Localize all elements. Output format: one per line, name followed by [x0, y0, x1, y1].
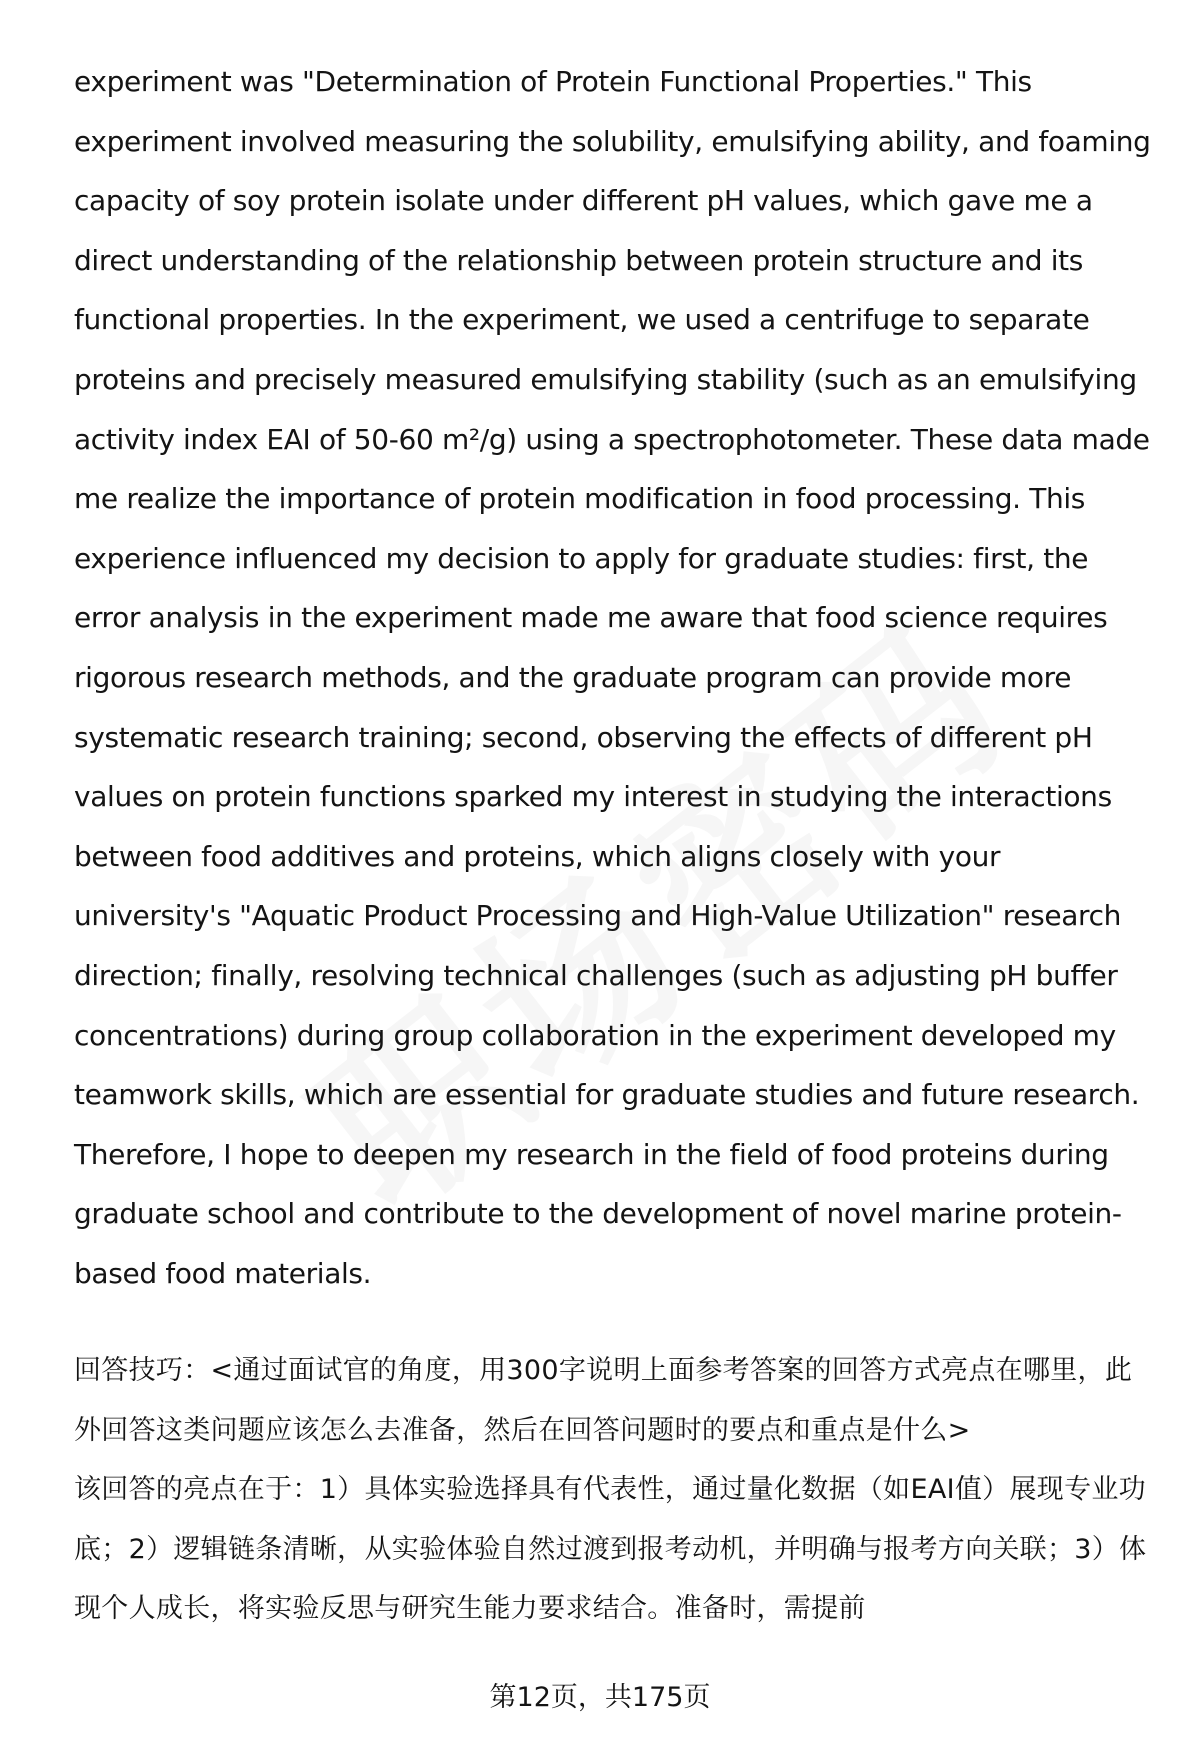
tips-heading: 回答技巧：<通过面试官的角度，用300字说明上面参考答案的回答方式亮点在哪里，此外回答这类问题应该怎么去准备，然后在回答问题时的要点和重点是什么>: [74, 1355, 1133, 1446]
page-indicator: 第12页，共175页: [0, 1680, 1200, 1716]
tips-body: 该回答的亮点在于：1）具体实验选择具有代表性，通过量化数据（如EAI值）展现专业功底；2）逻辑链条清晰，从实验体验自然过渡到报考动机，并明确与报考方向关联；3）体现个人成长，将实验反思与研究生能力要求结合。准备时，需提前: [74, 1474, 1147, 1625]
english-paragraph: experiment was "Determination of Protein Functional Properties." This experiment involved measuring the solubility, emulsifying ability, and foaming capacity of soy protein isolate under different pH values, which gave me a direct understanding of the relationship between protein structure and its functional properties. In the experiment, we used a centrifuge to separate proteins and precisely measured emulsifying stability (such as an emulsifying activity index EAI of 50-60 m²/g) using a spectrophotometer. These data made me realize the importance of protein modification in food processing. This experience influenced my decision to apply for graduate studies: first, the error analysis in the experiment made me aware that food science requires rigorous research methods, and the graduate program can provide more systematic research training; second, observing the effects of different pH values on protein functions sparked my interest in studying the interactions between food additives and proteins, which aligns closely with your university's "Aquatic Product Processing and High-Value Utilization" research direction; finally, resolving technical challenges (such as adjusting pH buffer concentrations) during group collaboration in the experiment developed my teamwork skills, which are essential for graduate studies and future research. Therefore, I hope to deepen my research in the field of food proteins during graduate school and contribute to the development of novel marine protein-based food materials.: [74, 65, 1151, 1290]
page-content: [74, 52, 1154, 1639]
tips-paragraph: [74, 1341, 1154, 1639]
